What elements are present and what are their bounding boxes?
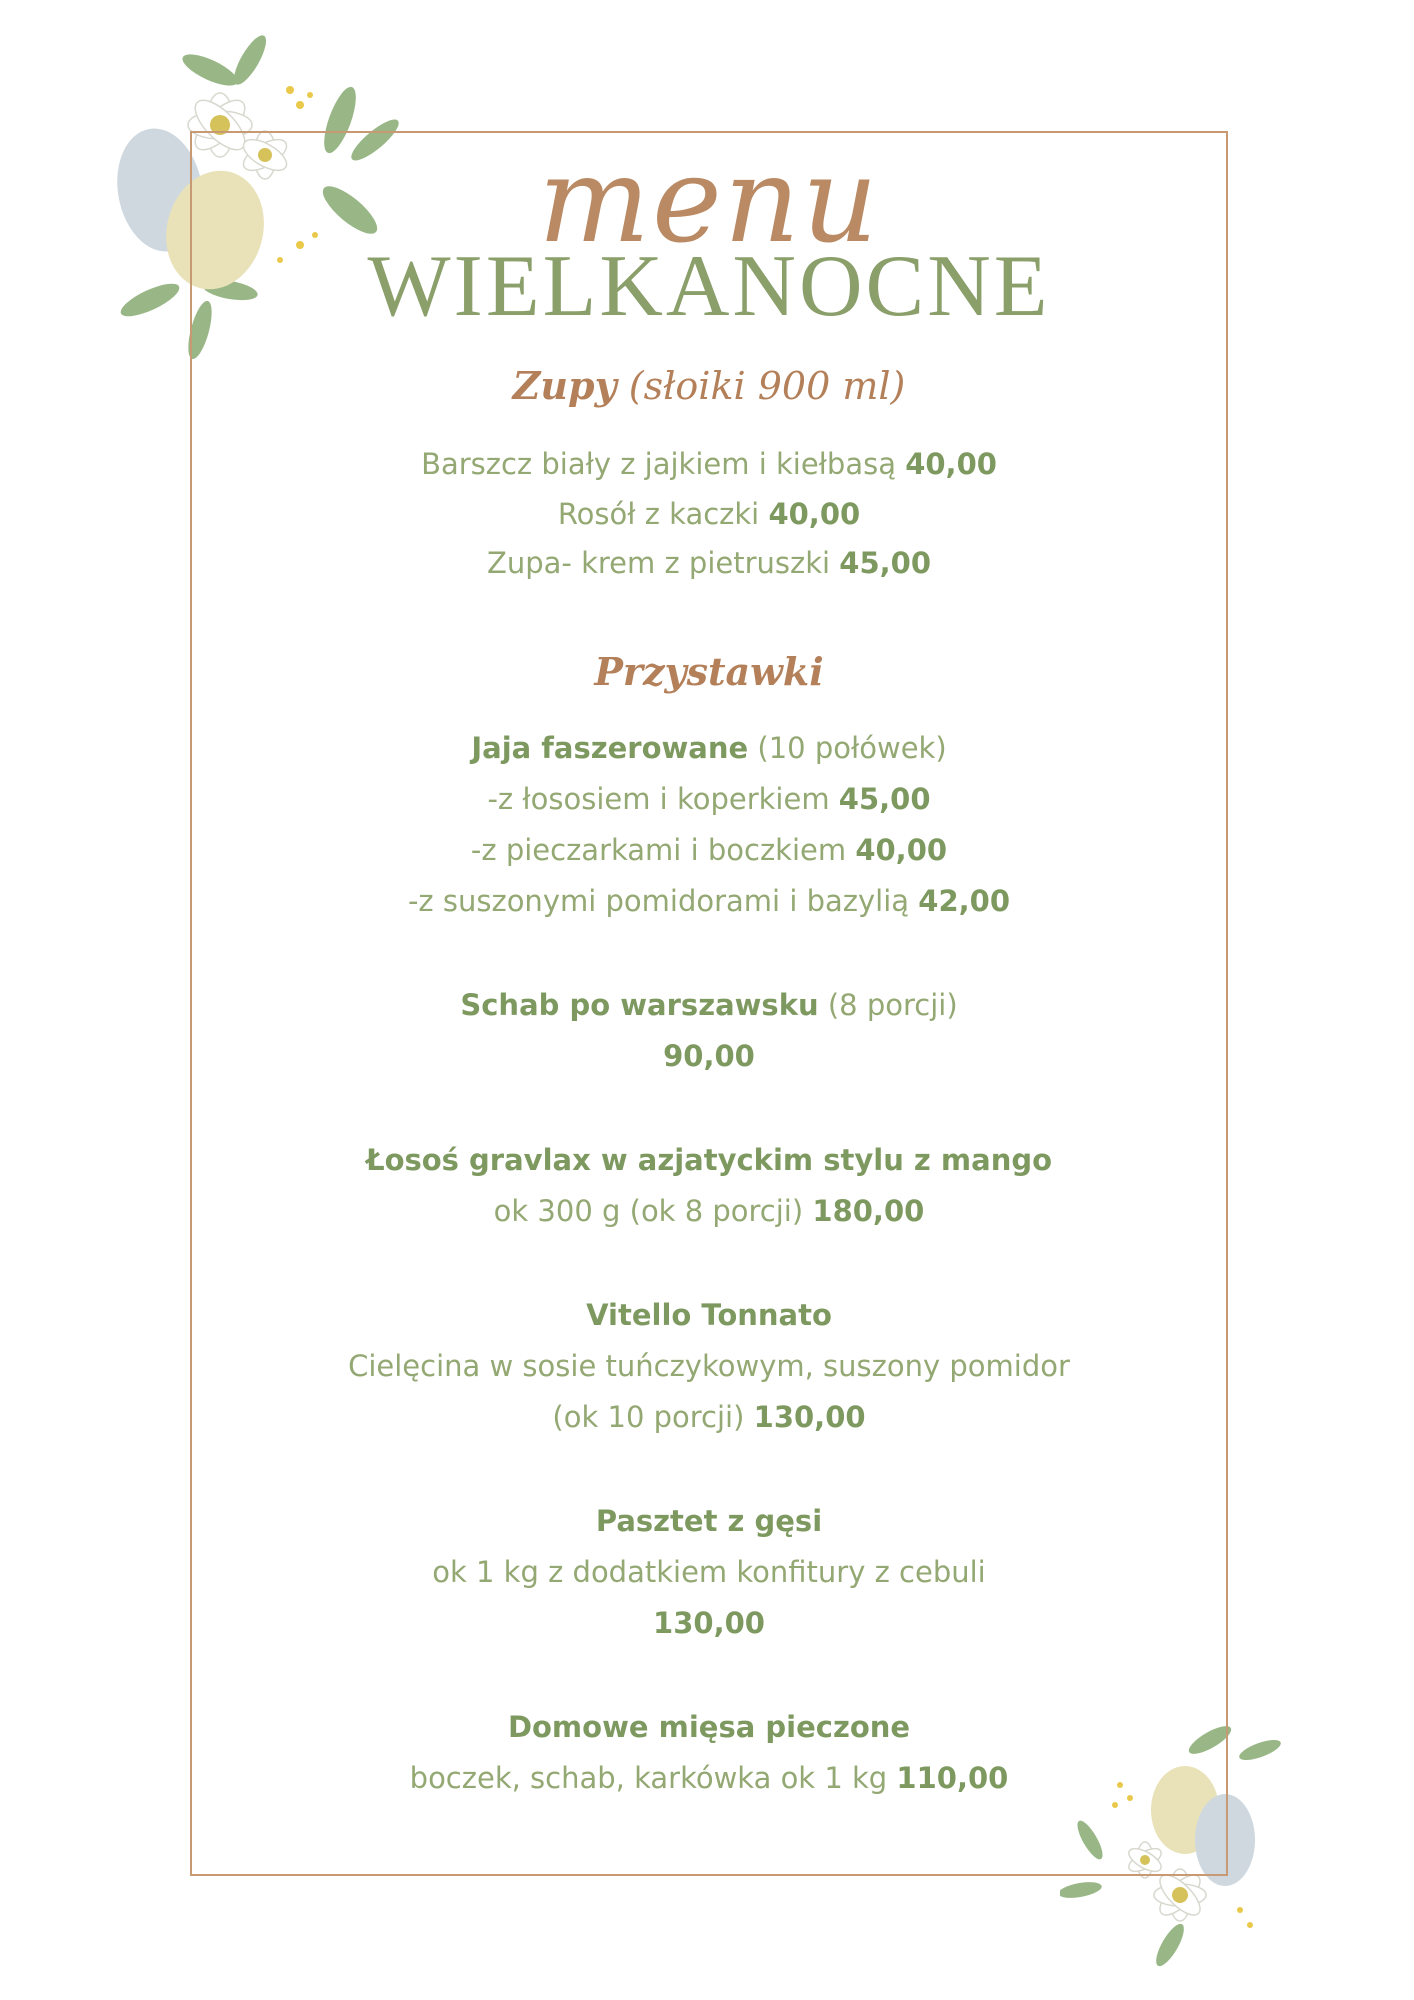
vitello-item-desc-text: Cielęcina w sosie tuńczykowym, suszony pomidor — [348, 1349, 1070, 1383]
miesa-item-desc-text: boczek, schab, karkówka ok 1 kg — [409, 1761, 888, 1795]
miesa-item-title — [190, 1710, 1228, 1744]
schab-item-title — [190, 988, 1228, 1022]
eggs-variant-price: 45,00 — [838, 782, 931, 816]
soup-item — [190, 447, 1228, 481]
pasztet-item-title — [190, 1504, 1228, 1538]
eggs-variant-name: -z pieczarkami i boczkiem — [470, 833, 847, 867]
schab-item-note: (8 porcji) — [827, 988, 958, 1022]
vitello-item-desc2 — [190, 1400, 1228, 1434]
schab-item-price: 90,00 — [663, 1039, 755, 1073]
soup-item-name: Zupa- krem z pietruszki — [486, 546, 831, 580]
miesa-item-price: 110,00 — [896, 1761, 1009, 1795]
vitello-item-price: 130,00 — [753, 1400, 866, 1434]
vitello-item-desc2-text: (ok 10 porcji) — [552, 1400, 745, 1434]
losos-item-price: 180,00 — [812, 1194, 925, 1228]
eggs-variant-price: 40,00 — [855, 833, 948, 867]
schab-item-name: Schab po warszawsku — [460, 988, 819, 1022]
miesa-item-desc — [190, 1761, 1228, 1795]
starters-heading — [190, 649, 1228, 694]
menu-script-title: menu — [538, 131, 880, 269]
soup-item-price: 40,00 — [905, 447, 997, 481]
losos-item-name: Łosoś gravlax w azjatyckim stylu z mango — [365, 1143, 1053, 1177]
vitello-item-title — [190, 1298, 1228, 1332]
pasztet-item-price-line — [190, 1606, 1228, 1640]
soup-item — [190, 546, 1228, 580]
soup-item-name: Barszcz biały z jajkiem i kiełbasą — [421, 447, 896, 481]
soup-item-price: 40,00 — [768, 497, 861, 531]
losos-item-desc-text: ok 300 g (ok 8 porcji) — [493, 1194, 804, 1228]
eggs-variant-name: -z łososiem i koperkiem — [487, 782, 830, 816]
pasztet-item-desc — [190, 1555, 1228, 1589]
eggs-item-title — [190, 731, 1228, 765]
eggs-variant-price: 42,00 — [918, 884, 1011, 918]
soup-item-price: 45,00 — [839, 546, 932, 580]
soups-heading-note: (słoiki 900 ml) — [628, 364, 906, 408]
eggs-item-note: (10 połówek) — [757, 731, 947, 765]
soups-heading — [190, 363, 1228, 408]
soup-item — [190, 497, 1228, 531]
vitello-item-name: Vitello Tonnato — [586, 1298, 832, 1332]
losos-item-desc — [190, 1194, 1228, 1228]
pasztet-item-name: Pasztet z gęsi — [595, 1504, 823, 1538]
eggs-variant-name: -z suszonymi pomidorami i bazylią — [407, 884, 910, 918]
starters-heading-label: Przystawki — [594, 649, 824, 694]
eggs-item-name: Jaja faszerowane — [471, 731, 749, 765]
eggs-variant — [190, 782, 1228, 816]
pasztet-item-price: 130,00 — [653, 1606, 765, 1640]
eggs-variant — [190, 833, 1228, 867]
eggs-variant — [190, 884, 1228, 918]
miesa-item-name: Domowe mięsa pieczone — [507, 1710, 911, 1744]
vitello-item-desc — [190, 1349, 1228, 1383]
soup-item-name: Rosół z kaczki — [557, 497, 760, 531]
menu-main-title: WIELKANOCNE — [367, 238, 1051, 335]
losos-item-title — [190, 1143, 1228, 1177]
pasztet-item-desc-text: ok 1 kg z dodatkiem konfitury z cebuli — [432, 1555, 986, 1589]
schab-item-price-line — [190, 1039, 1228, 1073]
soups-heading-label: Zupy — [512, 363, 617, 408]
